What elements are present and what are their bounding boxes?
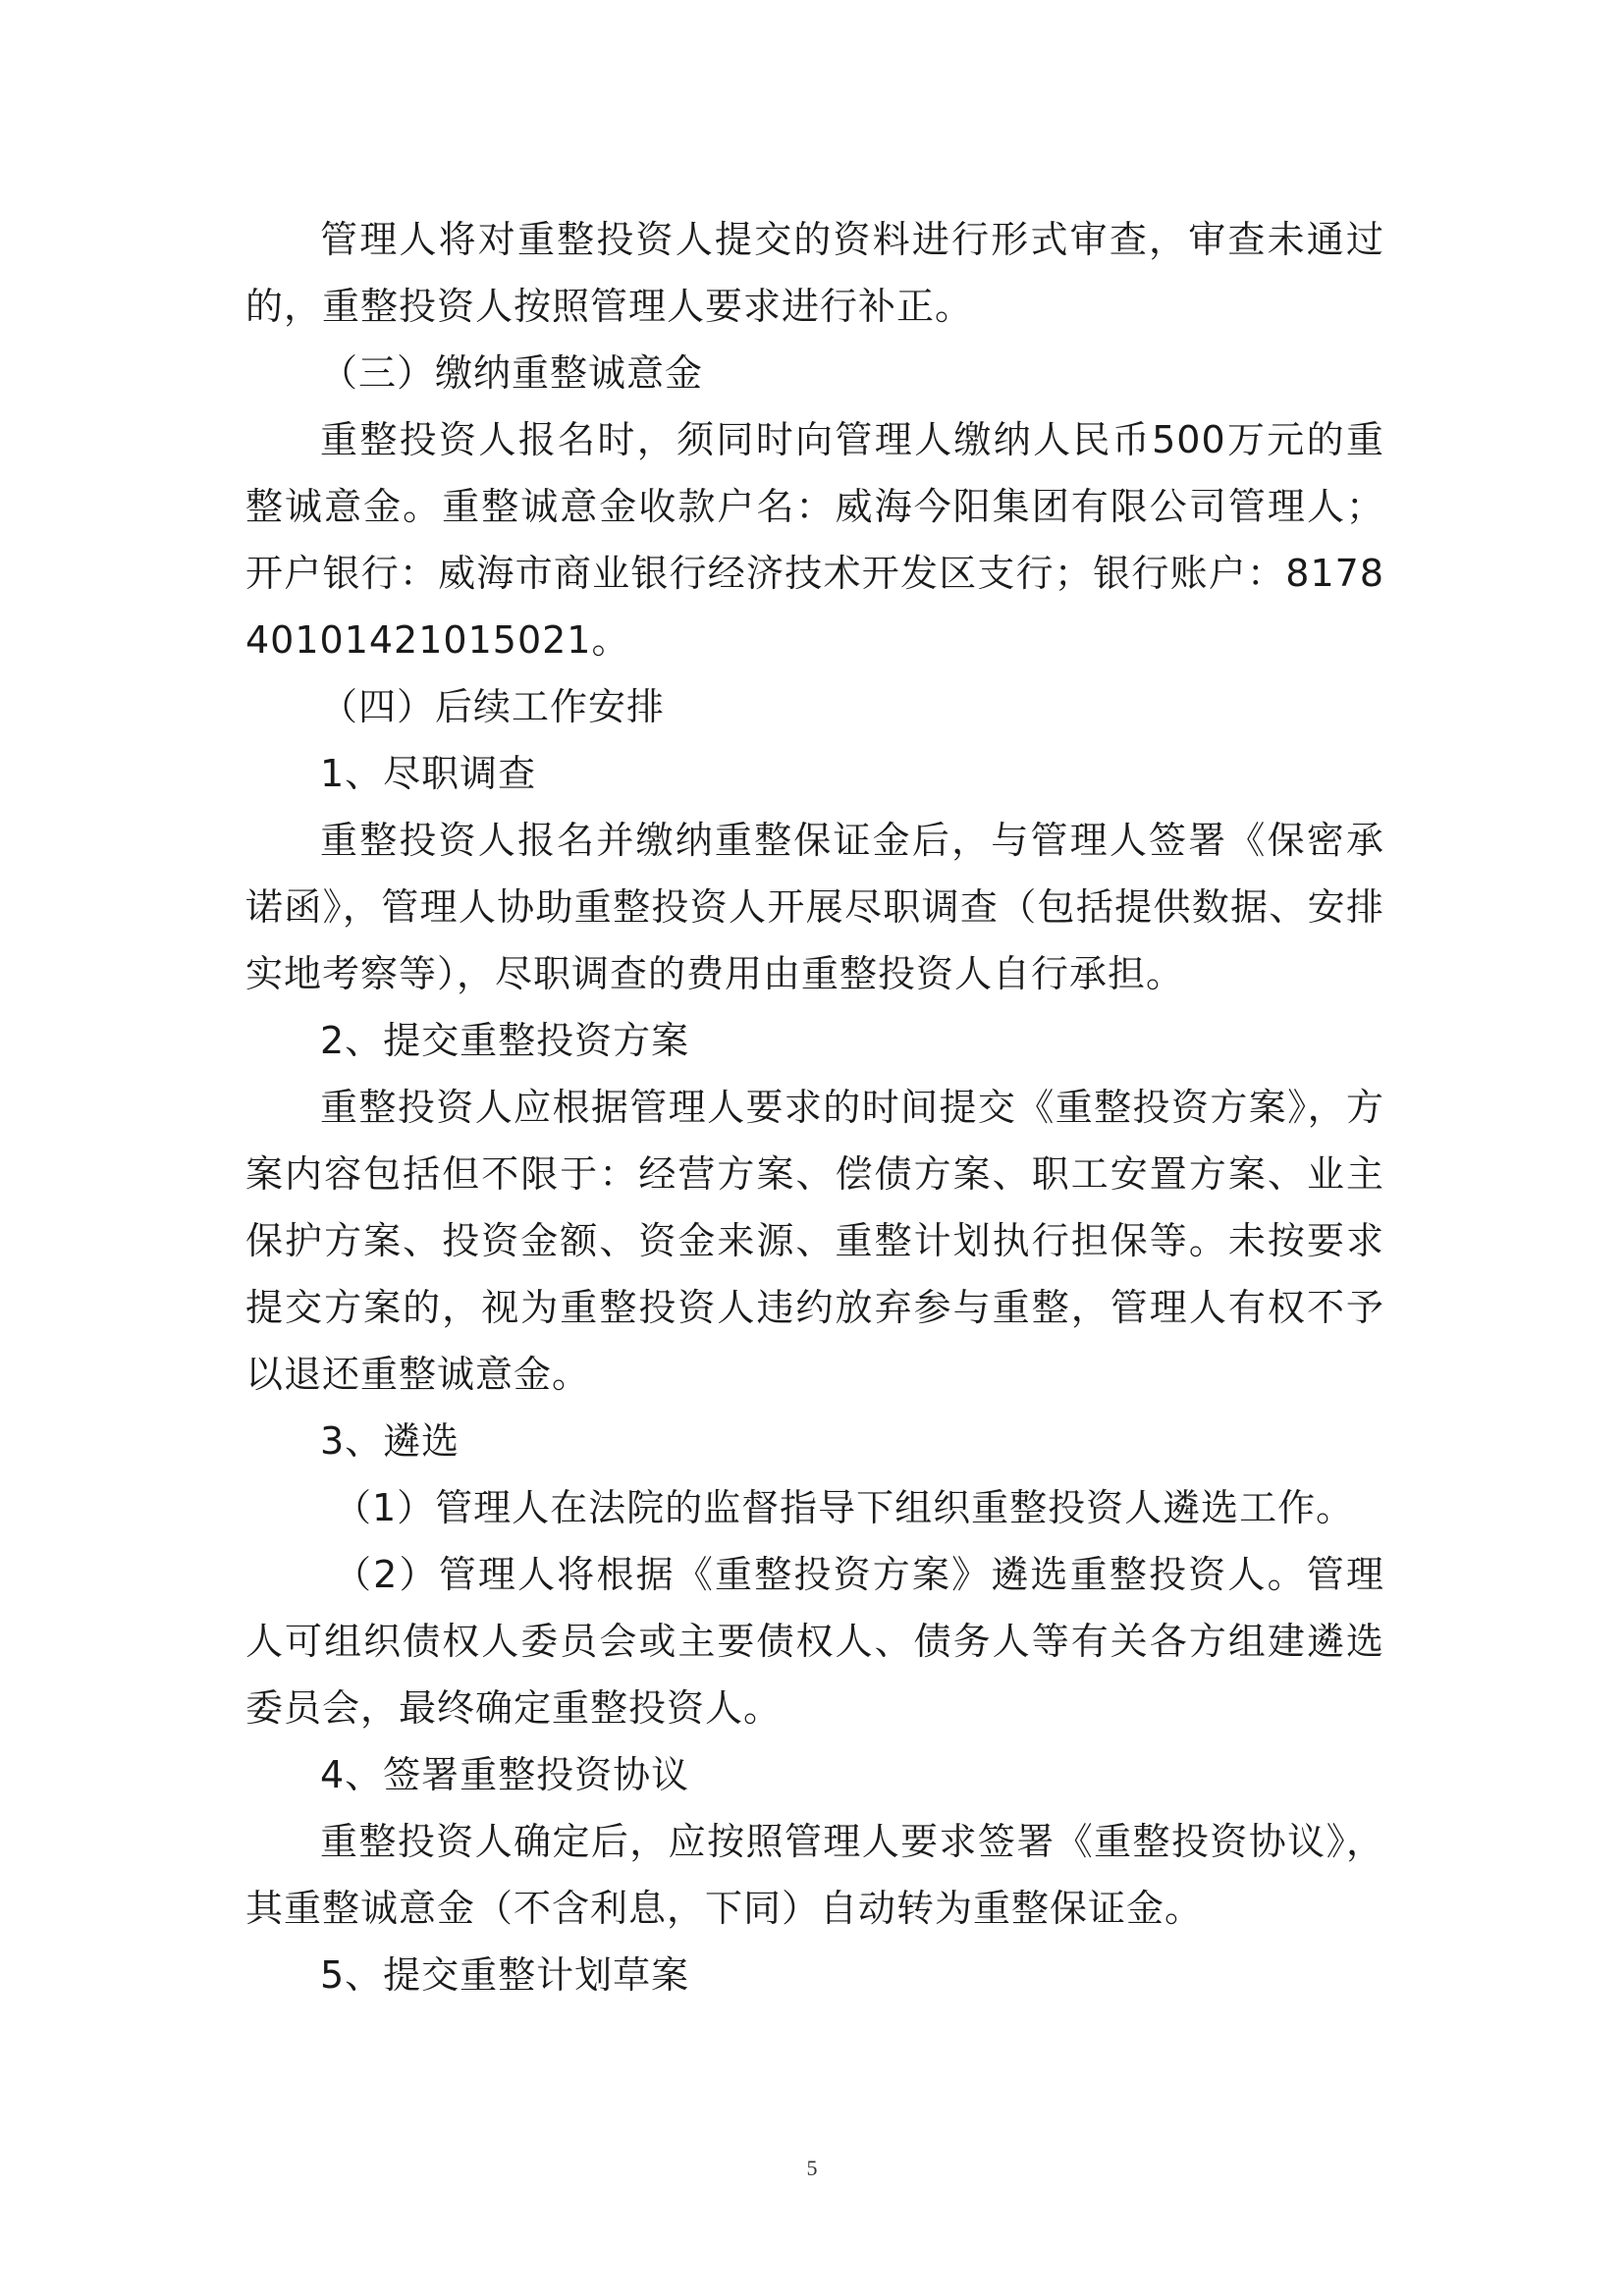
paragraph-review: 管理人将对重整投资人提交的资料进行形式审查，审查未通过的，重整投资人按照管理人要求进行补正。 — [245, 218, 1384, 328]
paragraph-submit-plan: 重整投资人应根据管理人要求的时间提交《重整投资方案》，方案内容包括但不限于：经营方案、偿债方案、职工安置方案、业主保护方案、投资金额、资金来源、重整计划执行担保等。未按要求提交方案的，视为重整投资人违约放弃参与重整，管理人有权不予以退还重整诚意金。 — [245, 1086, 1384, 1396]
heading-submit-draft: 5、提交重整计划草案 — [320, 1953, 690, 1997]
paragraph-sign-agreement: 重整投资人确定后，应按照管理人要求签署《重整投资协议》，其重整诚意金（不含利息，下同）自动转为重整保证金。 — [245, 1820, 1384, 1930]
heading-submit-plan: 2、提交重整投资方案 — [320, 1019, 690, 1062]
heading-sign-agreement: 4、签署重整投资协议 — [320, 1753, 690, 1796]
page-number: 5 — [806, 2156, 818, 2180]
heading-due-diligence: 1、尽职调查 — [320, 752, 537, 795]
paragraph-due-diligence: 重整投资人报名并缴纳重整保证金后，与管理人签署《保密承诺函》，管理人协助重整投资人开展尽职调查（包括提供数据、安排实地考察等），尽职调查的费用由重整投资人自行承担。 — [245, 819, 1384, 995]
paragraph-selection-1: （1）管理人在法院的监督指导下组织重整投资人遴选工作。 — [334, 1486, 1355, 1529]
heading-follow-up-work: （四）后续工作安排 — [320, 685, 666, 728]
page-body — [245, 206, 1384, 2008]
paragraph-deposit-details: 重整投资人报名时，须同时向管理人缴纳人民币500万元的重整诚意金。重整诚意金收款户名：威海今阳集团有限公司管理人；开户银行：威海市商业银行经济技术开发区支行；银行账户：817840101421015021。 — [245, 418, 1384, 662]
heading-selection: 3、遴选 — [320, 1419, 460, 1463]
paragraph-selection-2: （2）管理人将根据《重整投资方案》遴选重整投资人。管理人可组织债权人委员会或主要债权人、债务人等有关各方组建遴选委员会，最终确定重整投资人。 — [245, 1553, 1384, 1730]
heading-pay-deposit: （三）缴纳重整诚意金 — [320, 351, 704, 395]
